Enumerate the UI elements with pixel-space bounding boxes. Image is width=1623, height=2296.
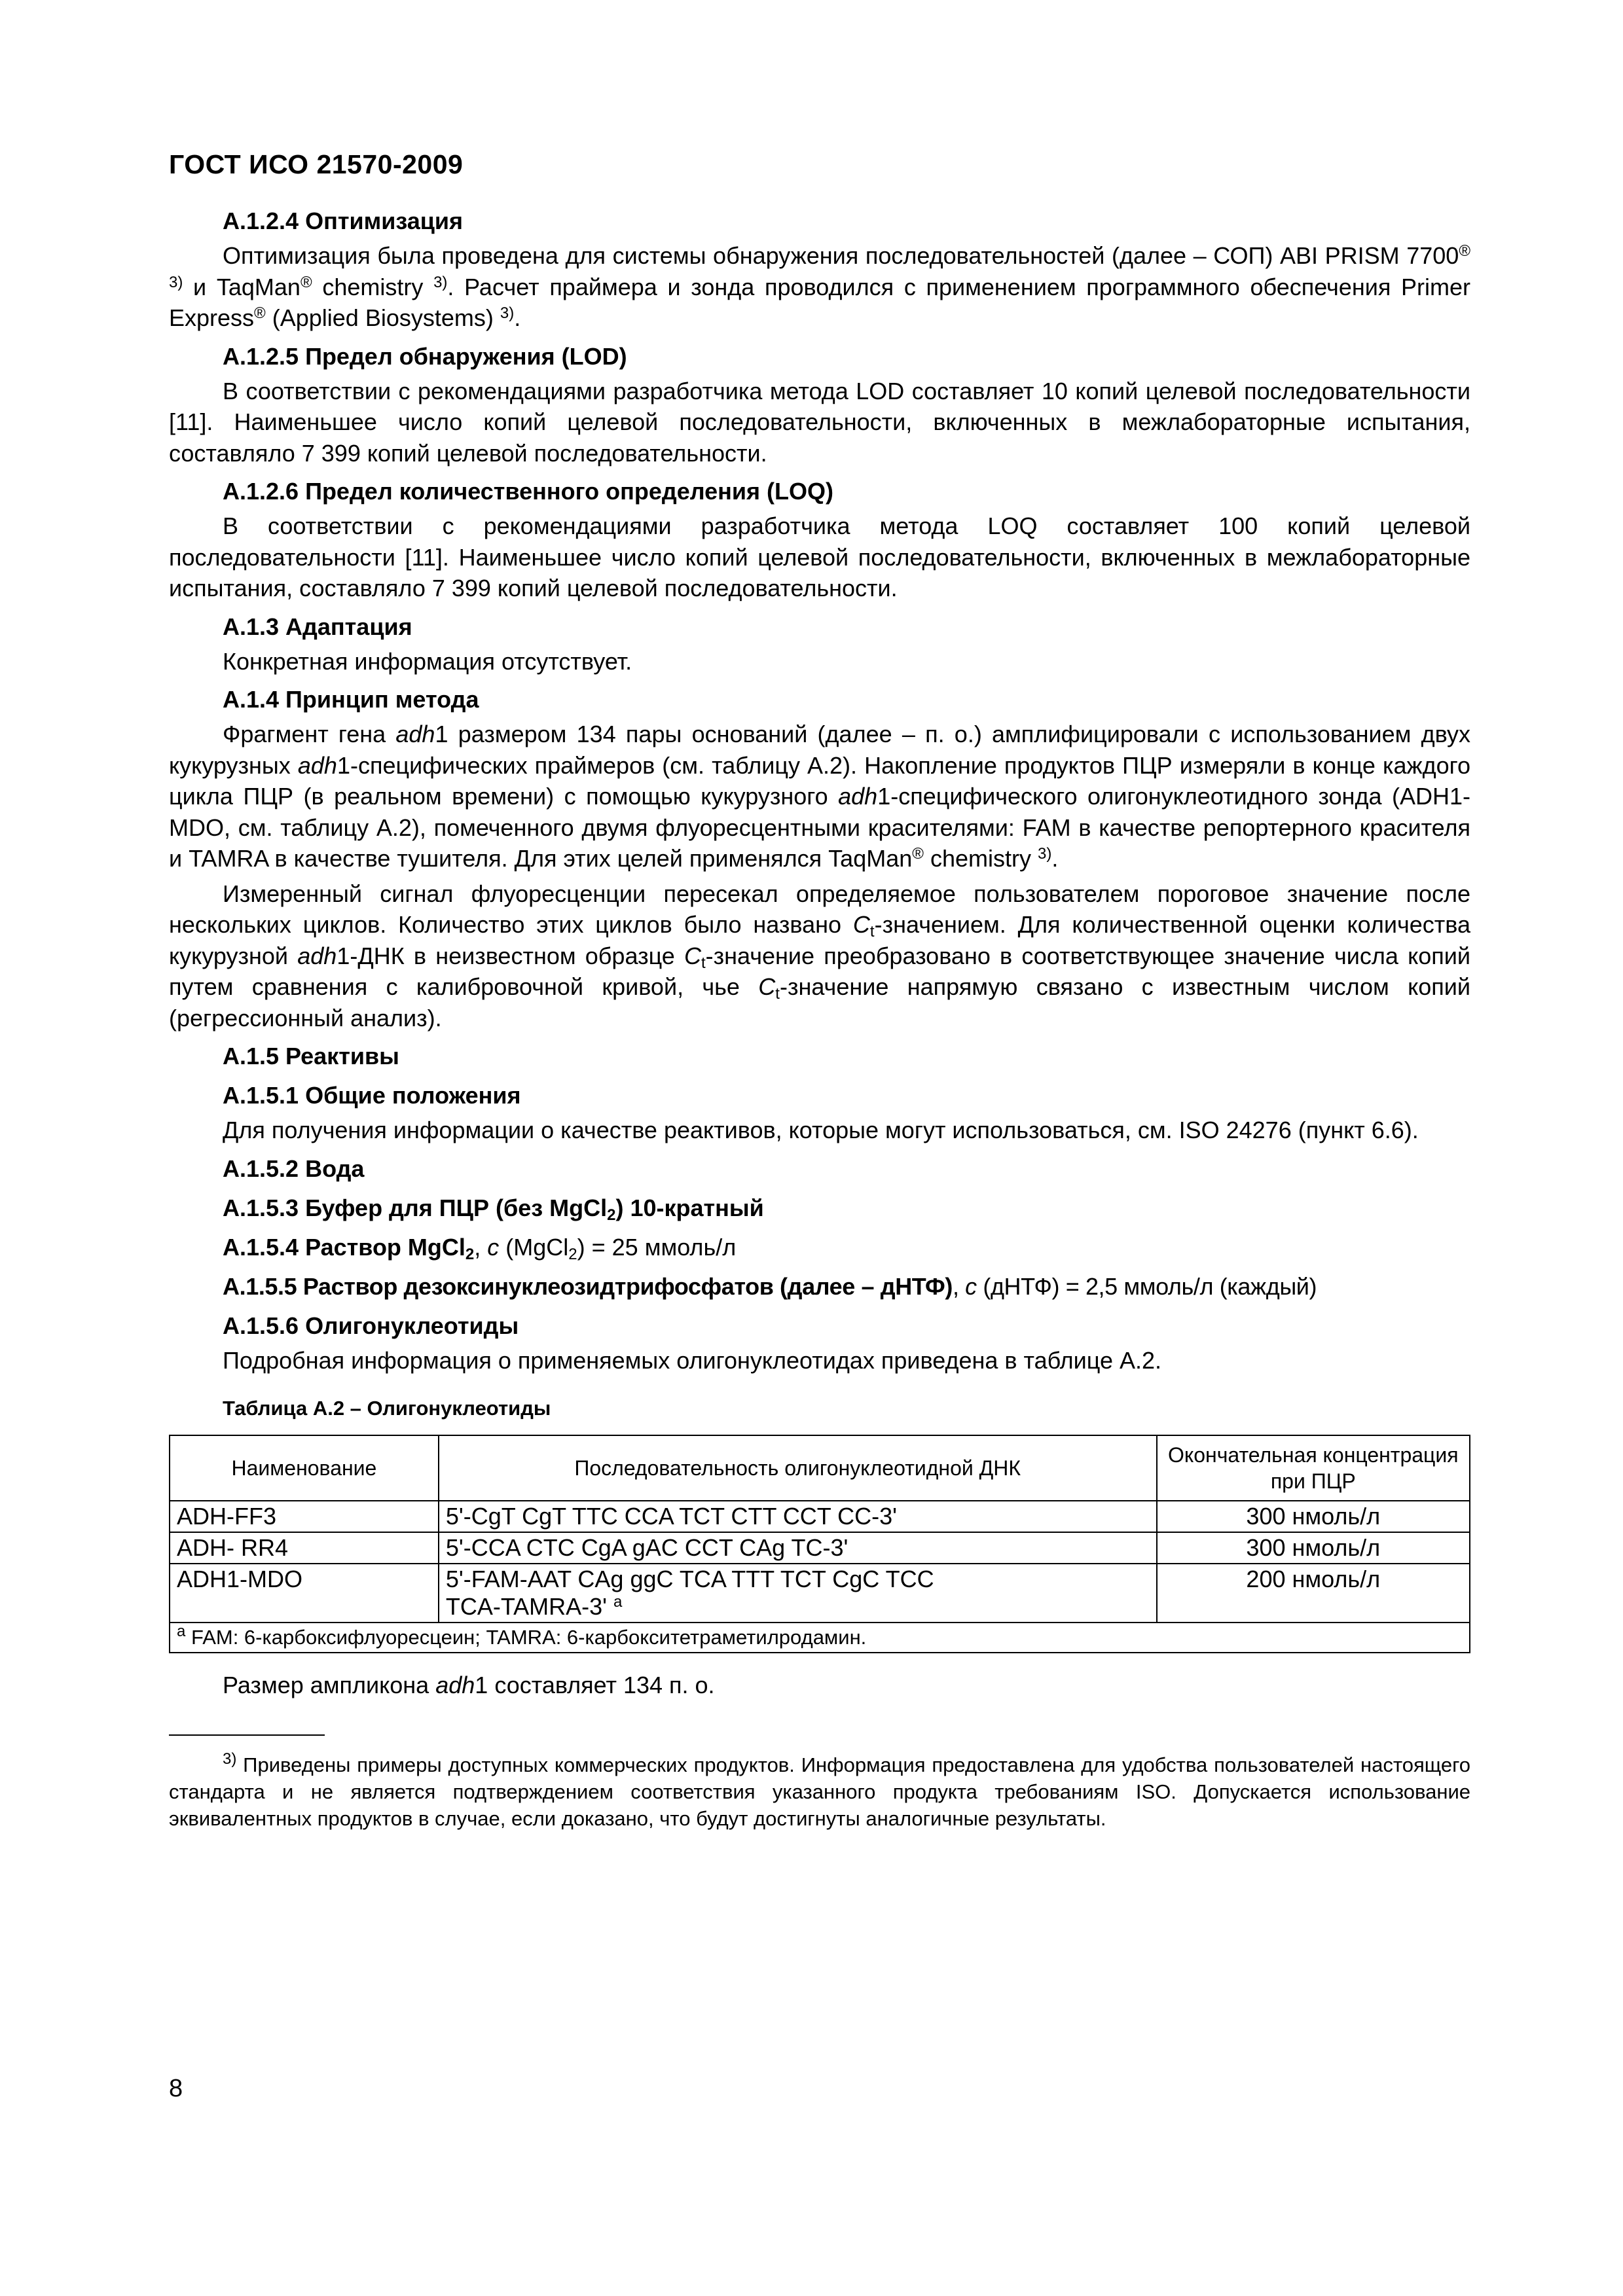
cell-concentration: 300 нмоль/л — [1157, 1501, 1470, 1532]
footnote-ref-text: 3) — [169, 273, 183, 291]
cell-name: ADH- RR4 — [170, 1532, 439, 1564]
cell-sequence: 5'-CCA CTC CgA gAC CCT CAg TC-3' — [439, 1532, 1157, 1564]
table-header-row — [170, 1435, 1470, 1501]
text: 1 — [337, 751, 350, 779]
text: Фрагмент гена — [223, 721, 396, 747]
gene-name: adh — [838, 783, 878, 810]
table-row — [170, 1501, 1470, 1532]
sequence-line: TCA-TAMRA-3' — [445, 1593, 614, 1620]
page-number: 8 — [169, 2075, 183, 2102]
text: chemistry — [923, 845, 1038, 872]
ct-subscript: t — [869, 923, 875, 941]
section-title-optimization: А.1.2.4 Оптимизация — [223, 207, 464, 234]
paragraph-adaptation: Конкретная информация отсутствует. — [223, 647, 632, 675]
section-title-loq: А.1.2.6 Предел количественного определения (LOQ) — [223, 478, 833, 505]
text: размером 134 пары оснований (далее – п. о.) амплифицировали с использованием двух кукурузных — [169, 721, 1470, 779]
table-caption: Таблица А.2 – Олигонуклеотиды — [223, 1397, 551, 1420]
footnote-mark: a — [177, 1623, 186, 1640]
ct-symbol: C — [758, 973, 776, 1000]
text: А.1.5.4 Раствор MgCl — [223, 1233, 465, 1261]
footnote-mark: 3) — [223, 1750, 237, 1768]
text: -значение преобразовано в соответствующее значение числа копий путем сравнения с калибровочной кривой, чье — [169, 942, 1470, 1000]
paragraph-principle-2 — [169, 878, 1470, 1034]
cell-sequence: 5'-CgT CgT TTC CCA TCT CTT CCT CC-3' — [439, 1501, 1157, 1532]
text: . — [514, 304, 521, 331]
gene-name: adh — [297, 942, 337, 969]
footnote-ref: 3) — [433, 273, 448, 291]
ct-symbol: C — [684, 942, 701, 969]
gene-name: adh — [297, 751, 337, 779]
text: , — [952, 1272, 966, 1300]
ct-subscript: t — [701, 954, 706, 972]
text: составляет 134 п. о. — [488, 1672, 715, 1698]
cell-concentration: 200 нмоль/л — [1157, 1564, 1470, 1623]
table-footnote-row — [170, 1623, 1470, 1653]
text: ) 10-кратный — [615, 1194, 764, 1221]
document-page — [169, 149, 1470, 1832]
text: А.1.5.5 Раствор дезоксинуклеозидтрифосфатов (далее – дНТФ) — [223, 1272, 953, 1300]
footnote-text: FAM: 6-карбоксифлуоресцеин; TAMRA: 6-карбокситетраметилродамин. — [185, 1626, 867, 1649]
text: 1 — [337, 942, 350, 969]
concentration-symbol: c — [487, 1233, 500, 1261]
text: (Applied Biosystems) — [265, 304, 500, 331]
document-header: ГОСТ ИСО 21570-2009 — [169, 149, 464, 179]
subscript: 2 — [568, 1245, 577, 1263]
section-title-oligos: А.1.5.6 Олигонуклеотиды — [223, 1312, 519, 1339]
concentration-symbol: c — [965, 1272, 977, 1300]
registered-mark: ® — [912, 845, 924, 863]
text: , — [474, 1233, 488, 1261]
table-row — [170, 1564, 1470, 1623]
footnote-text: Приведены примеры доступных коммерческих продуктов. Информация предоставлена для удобства пользователей настоящего стандарта и не является подтверждением соответствия указанного продукта требованиям ISO. Допускается использование эквивалентных продуктов в случае, если доказано, что будут достигнуты аналогичные результаты. — [169, 1753, 1470, 1830]
registered-mark: ® — [1459, 242, 1470, 260]
text: 1 — [475, 1672, 488, 1698]
footnote-ref — [169, 274, 183, 291]
ct-symbol: C — [852, 911, 870, 938]
footnote-ref: 3) — [500, 304, 515, 322]
cell-concentration: 300 нмоль/л — [1157, 1532, 1470, 1564]
paragraph-optimization — [169, 240, 1470, 334]
text: 1 — [877, 783, 891, 810]
text: chemistry — [312, 273, 434, 300]
section-title-adaptation: А.1.3 Адаптация — [223, 613, 412, 640]
gene-name: adh — [435, 1672, 475, 1698]
text: -ДНК в неизвестном образце — [350, 942, 684, 969]
gene-name: adh — [395, 721, 435, 747]
text: -специфического олигонуклеотидного зонда (ADH1-MDO, см. таблицу А.2), помеченного двумя флуоресцентными красителями: FAM в качестве репортерного красителя и TAMRA в качестве тушителя. Для этих целей применялся TaqMan — [169, 783, 1471, 872]
footnote-divider — [169, 1734, 325, 1736]
table-footnote — [170, 1623, 1470, 1653]
section-title-reagents: А.1.5 Реактивы — [223, 1043, 399, 1069]
section-title-mgcl2 — [169, 1231, 1470, 1264]
page-footnote — [169, 1751, 1470, 1832]
section-title-principle: А.1.4 Принцип метода — [223, 686, 479, 713]
table-row — [170, 1532, 1470, 1564]
registered-mark: ® — [254, 304, 266, 322]
text: . — [1051, 845, 1059, 872]
oligo-table — [169, 1435, 1470, 1653]
subscript: 2 — [465, 1245, 475, 1263]
text: и TaqMan — [183, 273, 301, 300]
ct-subscript: t — [775, 985, 780, 1003]
header-name: Наименование — [170, 1435, 439, 1501]
footnote-ref: 3) — [1037, 845, 1052, 863]
cell-sequence — [439, 1564, 1157, 1623]
text: (дНТФ) = 2,5 ммоль/л (каждый) — [976, 1272, 1317, 1300]
cell-name: ADH-FF3 — [170, 1501, 439, 1532]
text: Оптимизация была проведена для системы обнаружения последовательностей (далее – СОП) ABI PRISM 7700 — [223, 242, 1459, 269]
cell-name: ADH1-MDO — [170, 1564, 439, 1623]
header-concentration: Окончательная концентрация при ПЦР — [1157, 1435, 1470, 1501]
section-title-water: А.1.5.2 Вода — [223, 1155, 365, 1182]
text: -значение напрямую связано с известным числом копий (регрессионный анализ). — [169, 973, 1470, 1031]
paragraph-lod: В соответствии с рекомендациями разработчика метода LOD составляет 10 копий целевой последовательности [11]. Наименьшее число копий целевой последовательности, включенных в межлабораторные испытания, составляло 7 399 копий целевой последовательности. — [169, 377, 1470, 467]
text: ) = 25 ммоль/л — [577, 1233, 737, 1261]
footnote-mark: a — [613, 1593, 623, 1611]
registered-mark: ® — [300, 273, 312, 291]
section-title-dntp — [169, 1270, 1470, 1303]
amplicon-size-text — [223, 1672, 1470, 1699]
text: 1 — [435, 721, 448, 747]
section-title-general: А.1.5.1 Общие положения — [223, 1082, 521, 1109]
header-sequence: Последовательность олигонуклеотидной ДНК — [439, 1435, 1157, 1501]
text: -значением. Для количественной оценки количества кукурузной — [169, 911, 1470, 969]
text: . Расчет праймера и зонда проводился с применением программного обеспечения Primer Express — [169, 273, 1471, 331]
paragraph-general: Для получения информации о качестве реактивов, которые могут использоваться, см. ISO 24276 (пункт 6.6). — [223, 1117, 1419, 1143]
subscript: 2 — [607, 1206, 616, 1224]
section-title-lod: А.1.2.5 Предел обнаружения (LOD) — [223, 342, 627, 370]
text: -специфических праймеров (см. таблицу А.2). Накопление продуктов ПЦР измеряли в конце каждого цикла ПЦР (в реальном времени) с помощью кукурузного — [169, 751, 1470, 810]
text: Измеренный сигнал флуоресценции пересекал определяемое пользователем пороговое значение после нескольких циклов. Количество этих циклов было названо — [169, 880, 1470, 938]
text: Размер ампликона — [223, 1672, 436, 1698]
paragraph-loq: В соответствии с рекомендациями разработчика метода LOQ составляет 100 копий целевой последовательности [11]. Наименьшее число копий целевой последовательности, включенных в межлабораторные испытания, составляло 7 399 копий целевой последовательности. — [169, 512, 1470, 601]
text: (MgCl — [499, 1233, 569, 1261]
sequence-line: 5'-FAM-AAT CAg ggC TCA TTT TCT CgC TCC — [445, 1566, 934, 1592]
paragraph-principle-1 — [169, 719, 1470, 874]
paragraph-oligos: Подробная информация о применяемых олигонуклеотидах приведена в таблице А.2. — [223, 1346, 1162, 1374]
section-title-pcr-buffer — [169, 1192, 1470, 1225]
text: А.1.5.3 Буфер для ПЦР (без MgCl — [223, 1194, 608, 1221]
